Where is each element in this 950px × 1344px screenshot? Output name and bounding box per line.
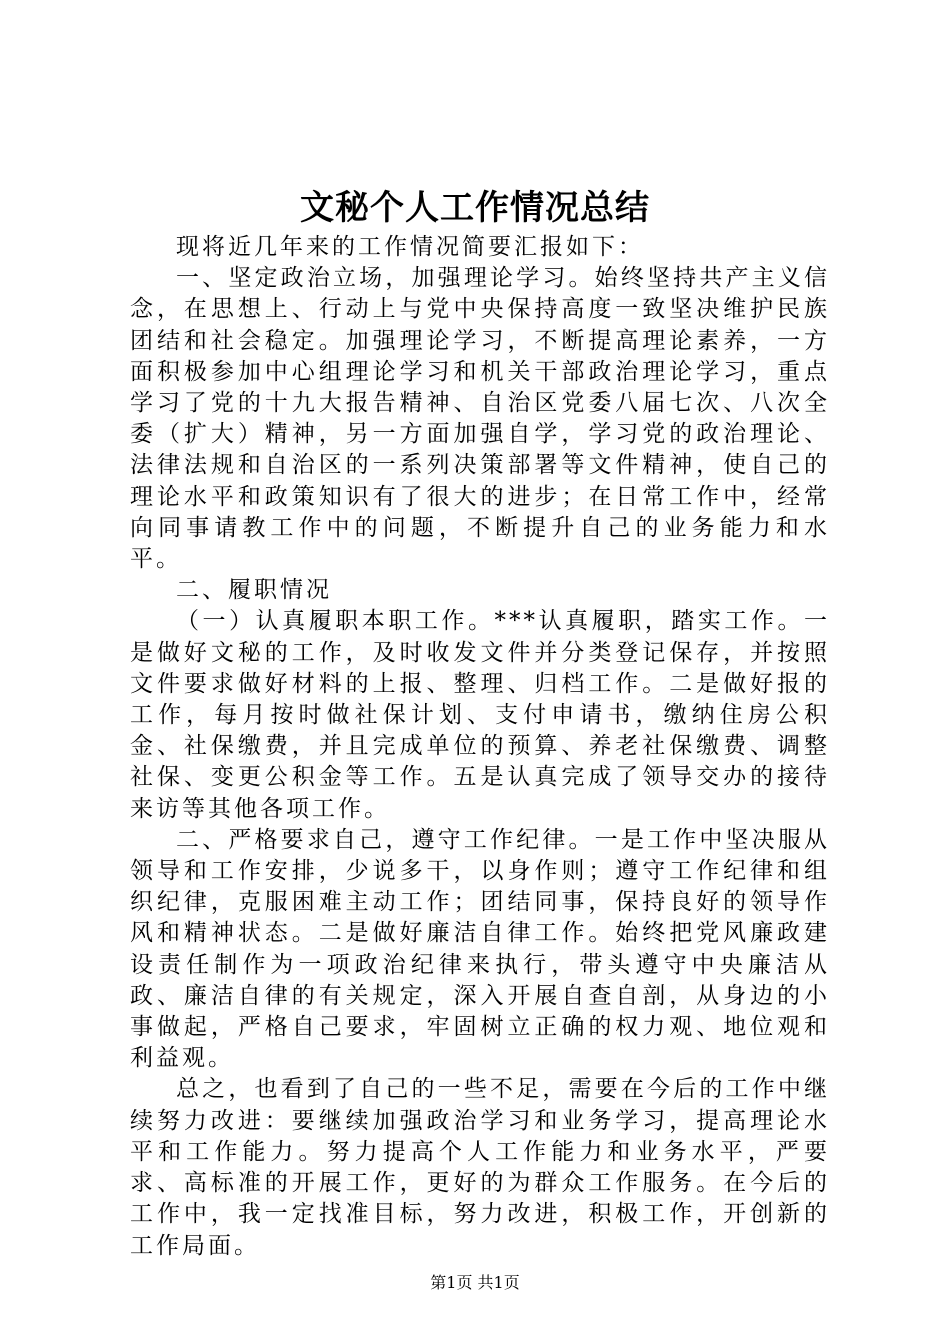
document-title: 文秘个人工作情况总结 bbox=[300, 188, 650, 228]
document-body bbox=[130, 232, 830, 1262]
section-duties-heading: 二、履职情况 bbox=[176, 577, 332, 604]
intro-paragraph: 现将近几年来的工作情况简要汇报如下： bbox=[176, 234, 644, 260]
page-footer: 第1页 共1页 bbox=[430, 1273, 520, 1292]
conclusion-paragraph: 总之，也看到了自己的一些不足，需要在今后的工作中继续努力改进：要继续加强政治学习和业务学习，提高理论水平和工作能力。努力提高个人工作能力和业务水平，严要求、高标准的开展工作，更好的为群众工作服务。在今后的工作中，我一定找准目标，努力改进，积极工作，开创新的工作局面。 bbox=[130, 1076, 830, 1259]
duties-paragraph: （一）认真履职本职工作。***认真履职，踏实工作。一是做好文秘的工作，及时收发文件并分类登记保存，并按照文件要求做好材料的上报、整理、归档工作。二是做好报的工作，每月按时做社保计划、支付申请书，缴纳住房公积金、社保缴费，并且完成单位的预算、养老社保缴费、调整社保、变更公积金等工作。五是认真完成了领导交办的接待来访等其他各项工作。 bbox=[130, 608, 830, 822]
section-political-paragraph: 一、坚定政治立场，加强理论学习。始终坚持共产主义信念，在思想上、行动上与党中央保持高度一致坚决维护民族团结和社会稳定。加强理论学习，不断提高理论素养，一方面积极参加中心组理论学习和机关干部政治理论学习，重点学习了党的十九大报告精神、自治区党委八届七次、八次全委（扩大）精神，另一方面加强自学，学习党的政治理论、法律法规和自治区的一系列决策部署等文件精神，使自己的理论水平和政策知识有了很大的进步；在日常工作中，经常向同事请教工作中的问题，不断提升自己的业务能力和水平。 bbox=[130, 265, 830, 573]
discipline-paragraph: 二、严格要求自己，遵守工作纪律。一是工作中坚决服从领导和工作安排，少说多干，以身作则；遵守工作纪律和组织纪律，克服困难主动工作；团结同事，保持良好的领导作风和精神状态。二是做好廉洁自律工作。始终把党风廉政建设责任制作为一项政治纪律来执行，带头遵守中央廉洁从政、廉洁自律的有关规定，深入开展自查自剖，从身边的小事做起，严格自己要求，牢固树立正确的权力观、地位观和利益观。 bbox=[130, 826, 830, 1072]
